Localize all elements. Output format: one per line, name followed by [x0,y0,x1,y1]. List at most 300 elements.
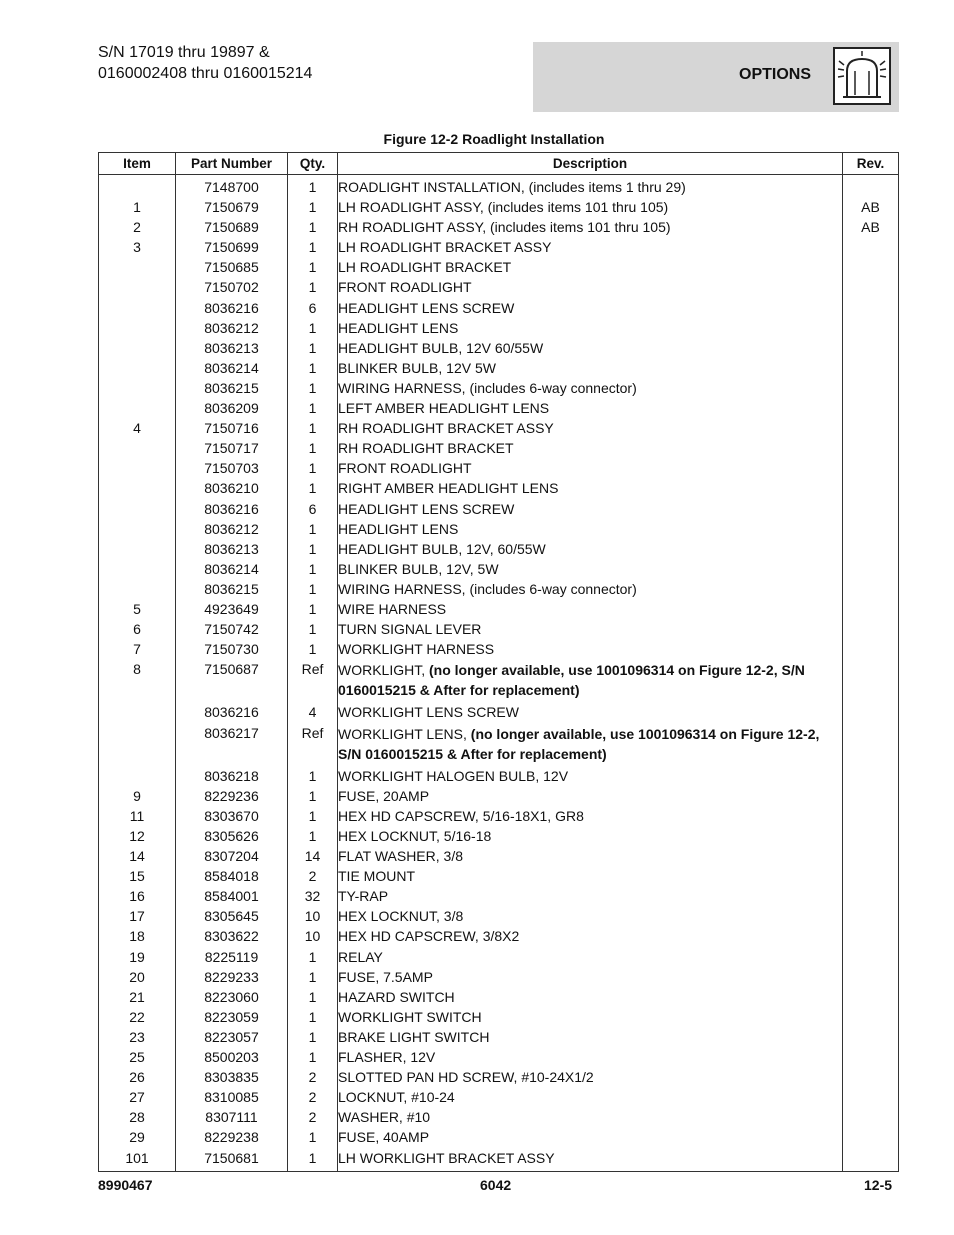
part-number-cell: 7148700 [176,175,288,198]
table-row [99,967,899,987]
part-number-cell: 8303622 [176,926,288,946]
item-number-cell [99,175,176,198]
description-cell [338,1067,843,1087]
description-text: WORKLIGHT, [338,662,430,679]
description-cell [338,398,843,418]
description-cell [338,539,843,559]
item-number-cell [99,398,176,418]
table-row [99,539,899,559]
description-cell [338,175,843,198]
description-text: BLINKER BULB, 12V, 5W [338,560,499,577]
description-cell [338,967,843,987]
table-row [99,639,899,659]
serial-line-1: S/N 17019 thru 19897 & [98,44,270,61]
part-number-cell: 8307111 [176,1107,288,1127]
table-row [99,987,899,1007]
part-number-cell: 8036213 [176,539,288,559]
part-number-cell: 8584001 [176,886,288,906]
table-row [99,766,899,786]
table-row [99,1148,899,1172]
item-number-cell [99,318,176,338]
revision-cell [843,967,899,987]
description-text: WASHER, #10 [338,1109,431,1126]
table-row [99,599,899,619]
quantity-cell: 1 [288,806,338,826]
table-row [99,846,899,866]
revision-cell [843,1107,899,1127]
table-row [99,1107,899,1127]
description-cell [338,277,843,297]
part-number-cell: 7150699 [176,237,288,257]
table-row [99,786,899,806]
revision-cell [843,438,899,458]
section-label: OPTIONS [739,66,812,83]
item-number-cell: 4 [99,418,176,438]
table-row [99,926,899,946]
table-row [99,398,899,418]
table-row [99,619,899,639]
item-number-cell [99,358,176,378]
item-number-cell [99,458,176,478]
parts-table [98,152,899,1172]
description-cell [338,1148,843,1172]
description-text: LH ROADLIGHT BRACKET ASSY [338,239,552,256]
table-row [99,338,899,358]
description-cell [338,1087,843,1107]
revision-cell [843,559,899,579]
description-cell [338,806,843,826]
table-row [99,866,899,886]
description-text: LH ROADLIGHT ASSY, (includes items 101 thru 105) [338,199,669,216]
revision-cell: AB [843,217,899,237]
part-number-cell: 8036214 [176,559,288,579]
revision-cell [843,398,899,418]
revision-cell [843,519,899,539]
item-number-cell [99,298,176,318]
revision-cell [843,418,899,438]
item-number-cell: 5 [99,599,176,619]
description-cell [338,1047,843,1067]
quantity-cell: Ref [288,659,338,702]
item-number-cell: 8 [99,659,176,702]
revision-cell [843,639,899,659]
revision-cell [843,723,899,766]
description-text: HEX HD CAPSCREW, 5/16-18X1, GR8 [338,807,584,824]
item-number-cell: 25 [99,1047,176,1067]
table-row [99,358,899,378]
revision-cell [843,1127,899,1147]
description-text: SLOTTED PAN HD SCREW, #10-24X1/2 [338,1069,594,1086]
serial-line-2: 0160002408 thru 0160015214 [98,65,313,82]
revision-cell [843,1087,899,1107]
part-number-cell: 8225119 [176,947,288,967]
revision-cell [843,826,899,846]
quantity-cell: 2 [288,1107,338,1127]
description-cell [338,619,843,639]
part-number-cell: 8036212 [176,519,288,539]
quantity-cell: 32 [288,886,338,906]
item-number-cell: 14 [99,846,176,866]
quantity-cell: 1 [288,197,338,217]
footer-document-number: 8990467 [98,1177,153,1193]
part-number-cell: 8307204 [176,846,288,866]
table-row [99,1027,899,1047]
part-number-cell: 8036215 [176,579,288,599]
quantity-cell: 1 [288,378,338,398]
item-number-cell: 23 [99,1027,176,1047]
table-row [99,906,899,926]
part-number-cell: 8305645 [176,906,288,926]
quantity-cell: 1 [288,766,338,786]
item-number-cell [99,539,176,559]
revision-cell [843,175,899,198]
description-cell [338,257,843,277]
quantity-cell: 1 [288,318,338,338]
quantity-cell: 1 [288,967,338,987]
revision-cell [843,702,899,722]
part-number-cell: 8036215 [176,378,288,398]
table-row [99,702,899,722]
quantity-cell: 1 [288,619,338,639]
revision-cell [843,806,899,826]
description-text: WIRE HARNESS [338,600,447,617]
table-row [99,1047,899,1067]
description-text: FUSE, 40AMP [338,1129,430,1146]
description-text: LH WORKLIGHT BRACKET ASSY [338,1149,555,1166]
quantity-cell: 1 [288,579,338,599]
description-text: WORKLIGHT HARNESS [338,641,495,658]
column-header-rev: Rev. [843,153,899,175]
replacement-note: (no longer available, use 1001096314 on Figure 12-2, S/N 0160015215 & After for replacement) [338,725,820,762]
description-text: HEX HD CAPSCREW, 3/8X2 [338,928,520,945]
revision-cell [843,766,899,786]
quantity-cell: 1 [288,277,338,297]
item-number-cell: 17 [99,906,176,926]
description-cell [338,458,843,478]
table-header-row [99,153,899,175]
description-text: HEADLIGHT BULB, 12V 60/55W [338,339,544,356]
revision-cell [843,659,899,702]
revision-cell [843,257,899,277]
description-text: FRONT ROADLIGHT [338,279,472,296]
quantity-cell: 1 [288,639,338,659]
description-cell [338,702,843,722]
part-number-cell: 7150689 [176,217,288,237]
item-number-cell [99,766,176,786]
table-row [99,438,899,458]
description-text: ROADLIGHT INSTALLATION, (includes items 1 thru 29) [338,179,686,195]
part-number-cell: 8036214 [176,358,288,378]
quantity-cell: 1 [288,1027,338,1047]
table-row [99,579,899,599]
revision-cell [843,298,899,318]
item-number-cell [99,702,176,722]
revision-cell [843,1027,899,1047]
quantity-cell: 1 [288,559,338,579]
part-number-cell: 7150687 [176,659,288,702]
description-text: FUSE, 7.5AMP [338,968,433,985]
item-number-cell: 19 [99,947,176,967]
part-number-cell: 8229233 [176,967,288,987]
revision-cell [843,846,899,866]
description-cell [338,378,843,398]
description-cell [338,519,843,539]
item-number-cell: 18 [99,926,176,946]
description-text: HEADLIGHT LENS [338,319,459,336]
part-number-cell: 8036218 [176,766,288,786]
item-number-cell [99,723,176,766]
description-text: TURN SIGNAL LEVER [338,621,482,638]
column-header-part-number: Part Number [176,153,288,175]
table-row [99,458,899,478]
description-text: HEADLIGHT LENS [338,520,459,537]
description-cell [338,766,843,786]
description-cell [338,418,843,438]
quantity-cell: 2 [288,1087,338,1107]
item-number-cell: 2 [99,217,176,237]
footer-model-number: 6042 [480,1177,512,1193]
part-number-cell: 8310085 [176,1087,288,1107]
description-text: WORKLIGHT LENS SCREW [338,704,519,721]
quantity-cell: 1 [288,398,338,418]
description-cell [338,1027,843,1047]
serial-number-range [98,42,312,84]
quantity-cell: 1 [288,1148,338,1172]
quantity-cell: 10 [288,906,338,926]
part-number-cell: 8584018 [176,866,288,886]
revision-cell: AB [843,197,899,217]
table-row [99,277,899,297]
table-row [99,298,899,318]
description-cell [338,659,843,702]
quantity-cell: 2 [288,1067,338,1087]
description-cell [338,599,843,619]
revision-cell [843,1067,899,1087]
item-number-cell: 6 [99,619,176,639]
item-number-cell: 16 [99,886,176,906]
table-row [99,175,899,198]
revision-cell [843,619,899,639]
table-row [99,318,899,338]
description-text: HEADLIGHT BULB, 12V, 60/55W [338,540,546,557]
table-row [99,886,899,906]
revision-cell [843,338,899,358]
table-row [99,197,899,217]
quantity-cell: 4 [288,702,338,722]
description-cell [338,559,843,579]
table-row [99,378,899,398]
part-number-cell: 7150703 [176,458,288,478]
part-number-cell: 7150717 [176,438,288,458]
part-number-cell: 8305626 [176,826,288,846]
description-text: FLASHER, 12V [338,1049,436,1066]
description-cell [338,947,843,967]
item-number-cell: 101 [99,1148,176,1172]
column-header-description: Description [338,153,843,175]
quantity-cell: 14 [288,846,338,866]
item-number-cell: 21 [99,987,176,1007]
item-number-cell [99,559,176,579]
revision-cell [843,786,899,806]
item-number-cell: 20 [99,967,176,987]
item-number-cell [99,579,176,599]
roadlight-icon [833,47,891,105]
item-number-cell: 29 [99,1127,176,1147]
description-text: WIRING HARNESS, (includes 6-way connector) [338,580,637,597]
table-row [99,418,899,438]
description-cell [338,298,843,318]
revision-cell [843,947,899,967]
revision-cell [843,1148,899,1172]
part-number-cell: 8223060 [176,987,288,1007]
table-row [99,806,899,826]
revision-cell [843,478,899,498]
table-row [99,257,899,277]
part-number-cell: 7150702 [176,277,288,297]
table-row [99,559,899,579]
quantity-cell: 2 [288,866,338,886]
description-text: LEFT AMBER HEADLIGHT LENS [338,400,550,417]
part-number-cell: 7150716 [176,418,288,438]
item-number-cell: 9 [99,786,176,806]
table-row [99,659,899,702]
revision-cell [843,318,899,338]
quantity-cell: 1 [288,338,338,358]
description-text: HEX LOCKNUT, 5/16-18 [338,828,492,844]
revision-cell [843,579,899,599]
table-row [99,1127,899,1147]
description-text: RH ROADLIGHT BRACKET ASSY [338,420,554,437]
description-text: HEX LOCKNUT, 3/8 [338,908,464,925]
item-number-cell [99,478,176,498]
part-number-cell: 8036209 [176,398,288,418]
description-text: TIE MOUNT [338,868,415,885]
description-text: HEADLIGHT LENS SCREW [338,500,515,517]
description-cell [338,639,843,659]
revision-cell [843,866,899,886]
item-number-cell [99,338,176,358]
part-number-cell: 8036216 [176,499,288,519]
item-number-cell: 12 [99,826,176,846]
revision-cell [843,987,899,1007]
description-text: BRAKE LIGHT SWITCH [338,1028,490,1045]
quantity-cell: 1 [288,1127,338,1147]
revision-cell [843,358,899,378]
quantity-cell: 1 [288,237,338,257]
description-text: RELAY [338,948,383,965]
description-cell [338,499,843,519]
table-row [99,217,899,237]
description-cell [338,358,843,378]
quantity-cell: 1 [288,175,338,198]
part-number-cell: 8036216 [176,298,288,318]
description-text: RH ROADLIGHT ASSY, (includes items 101 thru 105) [338,219,671,236]
revision-cell [843,499,899,519]
description-cell [338,987,843,1007]
part-number-cell: 8223059 [176,1007,288,1027]
description-text: WORKLIGHT HALOGEN BULB, 12V [338,767,569,784]
item-number-cell [99,438,176,458]
column-header-item: Item [99,153,176,175]
quantity-cell: 10 [288,926,338,946]
item-number-cell: 3 [99,237,176,257]
quantity-cell: 6 [288,499,338,519]
description-cell [338,579,843,599]
item-number-cell: 15 [99,866,176,886]
description-cell [338,318,843,338]
part-number-cell: 8036216 [176,702,288,722]
quantity-cell: 1 [288,418,338,438]
part-number-cell: 7150681 [176,1148,288,1172]
quantity-cell: 6 [288,298,338,318]
part-number-cell: 8036217 [176,723,288,766]
table-row [99,1007,899,1027]
description-text: WORKLIGHT SWITCH [338,1008,482,1025]
footer-page-number: 12-5 [864,1177,893,1193]
description-text: WIRING HARNESS, (includes 6-way connector) [338,379,637,396]
part-number-cell: 8303670 [176,806,288,826]
revision-cell [843,599,899,619]
item-number-cell: 27 [99,1087,176,1107]
part-number-cell: 8229236 [176,786,288,806]
description-text: LOCKNUT, #10-24 [338,1089,455,1106]
description-text: FRONT ROADLIGHT [338,460,472,477]
description-text: RH ROADLIGHT BRACKET [338,440,514,457]
description-cell [338,237,843,257]
section-header-box [533,42,899,112]
revision-cell [843,378,899,398]
quantity-cell: 1 [288,539,338,559]
table-row [99,947,899,967]
quantity-cell: 1 [288,987,338,1007]
table-row [99,478,899,498]
column-header-qty: Qty. [288,153,338,175]
item-number-cell: 7 [99,639,176,659]
quantity-cell: 1 [288,217,338,237]
description-cell [338,197,843,217]
description-cell [338,1007,843,1027]
quantity-cell: 1 [288,947,338,967]
revision-cell [843,237,899,257]
revision-cell [843,906,899,926]
description-cell [338,438,843,458]
part-number-cell: 7150730 [176,639,288,659]
quantity-cell: 1 [288,826,338,846]
table-row [99,1087,899,1107]
item-number-cell [99,277,176,297]
part-number-cell: 8036210 [176,478,288,498]
quantity-cell: 1 [288,358,338,378]
quantity-cell: 1 [288,519,338,539]
item-number-cell [99,257,176,277]
description-cell [338,926,843,946]
description-cell [338,846,843,866]
part-number-cell: 8229238 [176,1127,288,1147]
part-number-cell: 4923649 [176,599,288,619]
table-row [99,519,899,539]
part-number-cell: 7150685 [176,257,288,277]
quantity-cell: 1 [288,478,338,498]
quantity-cell: 1 [288,786,338,806]
item-number-cell [99,499,176,519]
quantity-cell: 1 [288,257,338,277]
description-text: FUSE, 20AMP [338,787,430,804]
description-cell [338,906,843,926]
quantity-cell: Ref [288,723,338,766]
part-number-cell: 8500203 [176,1047,288,1067]
part-number-cell: 7150679 [176,197,288,217]
revision-cell [843,1007,899,1027]
